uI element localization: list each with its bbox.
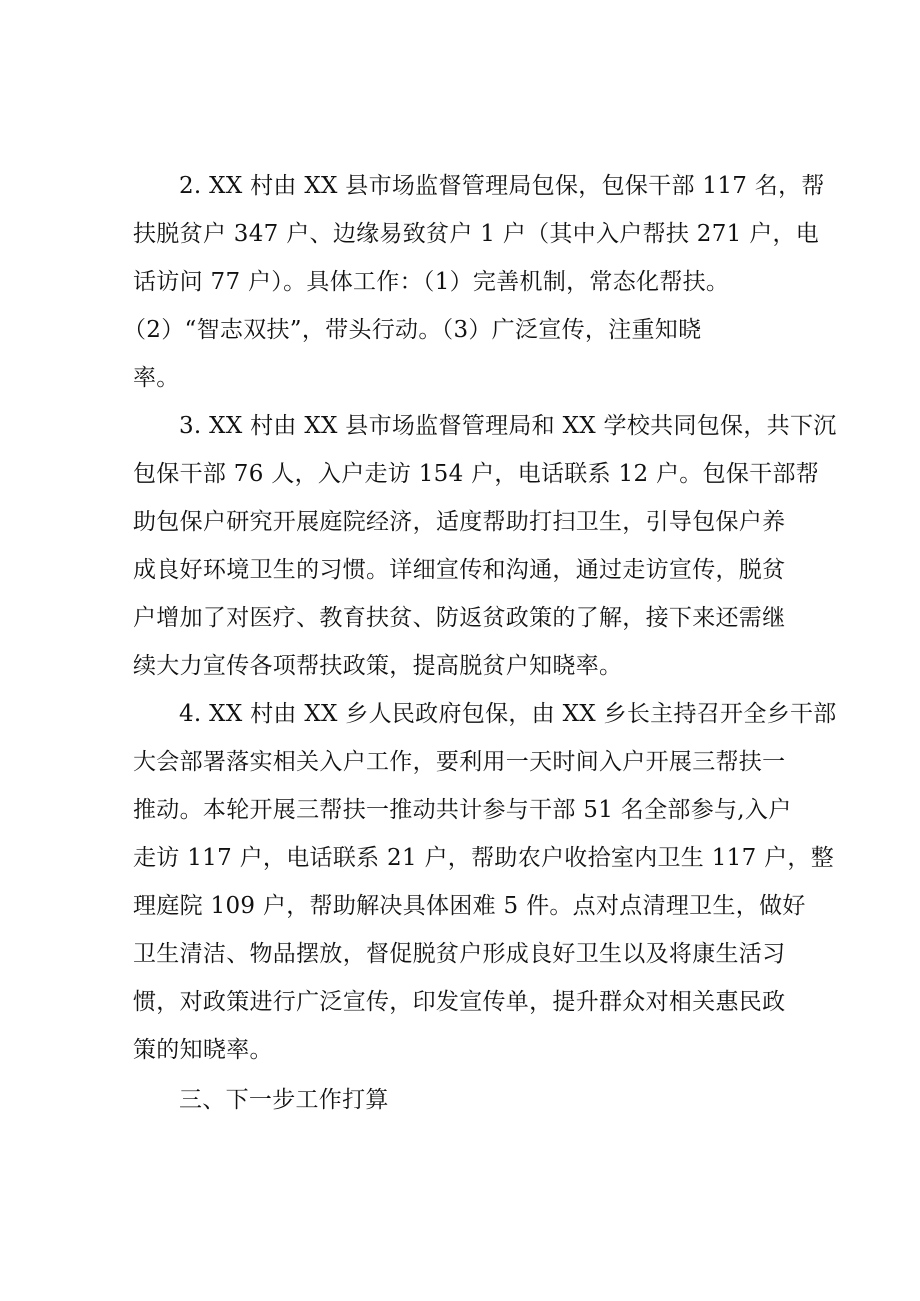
text-line: 户增加了对医疗、教育扶贫、防返贫政策的了解，接下来还需继 <box>133 605 786 631</box>
paragraph-4 <box>133 690 837 1074</box>
text-line: 走访 117 户，电话联系 21 户，帮助农户收拾室内卫生 117 户，整 <box>133 845 835 871</box>
text-line: 助包保户研究开展庭院经济，适度帮助打扫卫生，引导包保户养 <box>133 509 786 535</box>
text-line: 4. XX 村由 XX 乡人民政府包保，由 XX 乡长主持召开全乡干部 <box>179 701 837 727</box>
text-line: 推动。本轮开展三帮扶一推动共计参与干部 51 名全部参与,入户 <box>133 797 792 823</box>
section-heading <box>133 1076 793 1124</box>
paragraph-3 <box>133 402 837 690</box>
text-line: 续大力宣传各项帮扶政策，提高脱贫户知晓率。 <box>133 653 623 679</box>
text-line: 率。 <box>133 365 180 391</box>
text-line: 成良好环境卫生的习惯。详细宣传和沟通，通过走访宣传，脱贫 <box>133 557 786 583</box>
text-line: 卫生清洁、物品摆放，督促脱贫户形成良好卫生以及将康生活习 <box>133 941 786 967</box>
text-line: 包保干部 76 人，入户走访 154 户，电话联系 12 户。包保干部帮 <box>133 461 820 487</box>
paragraph-2 <box>123 162 825 402</box>
text-line: 惯，对政策进行广泛宣传，印发宣传单，提升群众对相关惠民政 <box>133 989 786 1015</box>
text-line: 扶脱贫户 347 户、边缘易致贫户 1 户（其中入户帮扶 271 户，电 <box>133 221 820 247</box>
text-line: 2. XX 村由 XX 县市场监督管理局包保，包保干部 117 名，帮 <box>179 173 825 199</box>
text-line: 3. XX 村由 XX 县市场监督管理局和 XX 学校共同包保，共下沉 <box>179 413 837 439</box>
text-line: 策的知晓率。 <box>133 1037 273 1063</box>
text-line: 话访问 77 户）。具体工作：（1）完善机制，常态化帮扶。 <box>133 269 730 295</box>
text-line: （2）“智志双扶”，带头行动。（3）广泛宣传，注重知晓 <box>123 317 702 343</box>
text-line: 理庭院 109 户，帮助解决具体困难 5 件。点对点清理卫生，做好 <box>133 893 806 919</box>
heading-text: 三、下一步工作打算 <box>179 1087 389 1113</box>
text-line: 大会部署落实相关入户工作，要利用一天时间入户开展三帮扶一 <box>133 749 786 775</box>
